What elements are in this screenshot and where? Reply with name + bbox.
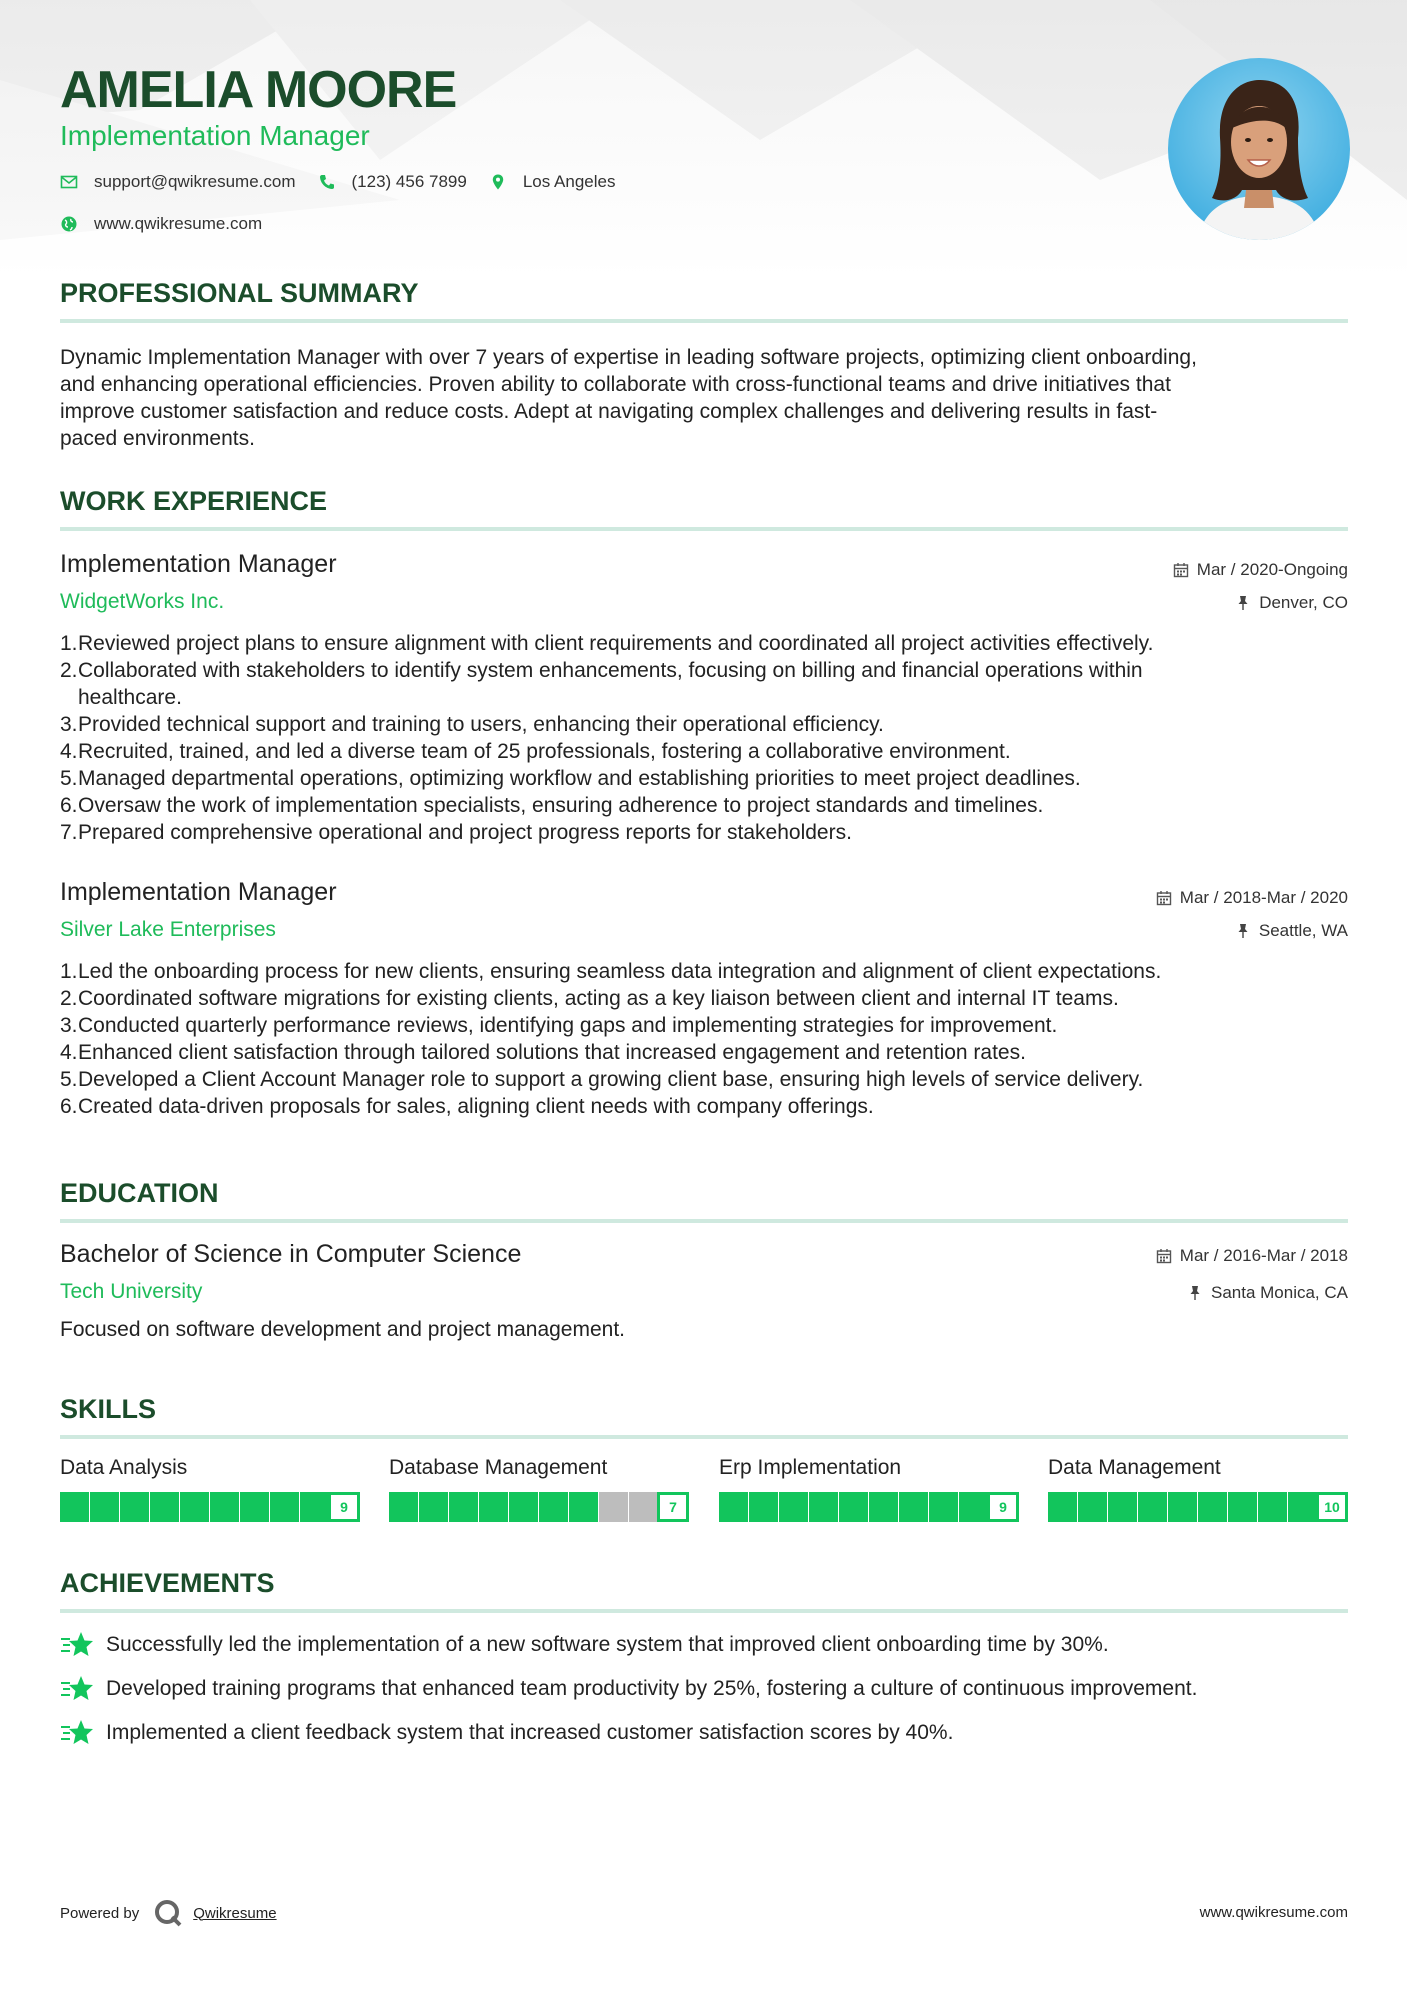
job-location: [1235, 593, 1348, 613]
list-number: 5.: [60, 1068, 78, 1091]
job-title: Implementation Manager: [60, 550, 337, 578]
list-text: Developed a Client Account Manager role to support a growing client base, ensuring high levels of service delivery.: [78, 1068, 1144, 1091]
education-note: Focused on software development and project management.: [60, 1318, 626, 1341]
skill-bar-segment: [629, 1492, 658, 1522]
list-number: 1.: [60, 632, 78, 655]
list-text: Created data-driven proposals for sales, aligning client needs with company offerings.: [78, 1095, 874, 1118]
summary-line: and enhancing operational efficiencies. Proven ability to collaborate with cross-functional teams and drive initiatives that: [60, 373, 1171, 396]
summary-text: [60, 344, 1348, 452]
skill-bar-segment: [479, 1492, 508, 1522]
skill-bar-segment: [899, 1492, 928, 1522]
school-name: Tech University: [60, 1280, 203, 1303]
calendar-icon: [1156, 890, 1172, 906]
list-item: [60, 765, 1348, 792]
experience-heading: WORK EXPERIENCE: [60, 486, 1348, 531]
job-dates: [1156, 888, 1348, 908]
list-text: Enhanced client satisfaction through tailored solutions that increased engagement and retention rates.: [78, 1041, 1026, 1064]
skill-score: 10: [1316, 1492, 1348, 1522]
skill-bar-segment: [270, 1492, 299, 1522]
achievement-text: Successfully led the implementation of a new software system that improved client onboarding time by 30%.: [106, 1633, 1109, 1656]
skill-bar-segment: [1108, 1492, 1137, 1522]
skill-bar-segment: [1258, 1492, 1287, 1522]
skill-name: Erp Implementation: [719, 1456, 902, 1479]
phone-icon: [318, 173, 336, 191]
list-number: 7.: [60, 821, 78, 844]
list-item: [60, 792, 1348, 819]
skill-bar-segment: [210, 1492, 239, 1522]
skill-bar-segment: [929, 1492, 958, 1522]
profile-photo: [1168, 58, 1350, 240]
job-location: [1235, 921, 1348, 941]
list-number: 2.: [60, 659, 78, 682]
summary-heading: PROFESSIONAL SUMMARY: [60, 278, 1348, 323]
skill-bar-segment: [300, 1492, 329, 1522]
skill-bar-segment: [1228, 1492, 1257, 1522]
skill-bar-segment: [1078, 1492, 1107, 1522]
candidate-name: AMELIA MOORE: [60, 61, 457, 119]
powered-by-label: Powered by: [60, 1904, 140, 1922]
list-item: [60, 958, 1348, 985]
star-badge-icon: [60, 1630, 94, 1660]
website-row: [60, 214, 284, 234]
company-name: Silver Lake Enterprises: [60, 918, 276, 941]
skill-item: [389, 1456, 689, 1515]
calendar-icon: [1173, 562, 1189, 578]
skill-bar-segment: [1198, 1492, 1227, 1522]
skill-bar-segment: [839, 1492, 868, 1522]
list-number: 3.: [60, 713, 78, 736]
achievement-text: Developed training programs that enhanced team productivity by 25%, fostering a culture of continuous improvement.: [106, 1677, 1198, 1700]
list-number: 1.: [60, 960, 78, 983]
skill-item: [719, 1456, 1019, 1515]
calendar-icon: [1156, 1248, 1172, 1264]
skill-bar-segment: [1138, 1492, 1167, 1522]
list-item: [60, 1093, 1348, 1120]
skill-item: [60, 1456, 360, 1515]
skill-bar-segment: [809, 1492, 838, 1522]
skill-score: 9: [987, 1492, 1019, 1522]
list-text: Oversaw the work of implementation specialists, ensuring adherence to project standards and timelines.: [78, 794, 1044, 817]
job-title: Implementation Manager: [60, 878, 337, 906]
phone-text: (123) 456 7899: [351, 172, 467, 191]
map-pin-icon: [489, 173, 507, 191]
pushpin-icon: [1187, 1285, 1203, 1301]
email-item[interactable]: [60, 172, 296, 192]
website-item[interactable]: [60, 214, 262, 234]
skill-bar-segment: [449, 1492, 478, 1522]
degree-title: Bachelor of Science in Computer Science: [60, 1240, 522, 1268]
skill-bar-segment: [749, 1492, 778, 1522]
skill-name: Data Analysis: [60, 1456, 188, 1479]
list-item: [60, 711, 1348, 738]
list-item: [60, 1039, 1348, 1066]
star-badge-icon: [60, 1674, 94, 1704]
skill-bar-segment: [569, 1492, 598, 1522]
education-location: [1187, 1283, 1348, 1303]
job-dates: [1173, 560, 1348, 580]
location-item: [489, 172, 616, 192]
avatar: [1168, 58, 1350, 240]
skill-bar-segment: [539, 1492, 568, 1522]
summary-line: Dynamic Implementation Manager with over 7 years of expertise in leading software projects, optimizing client onboarding,: [60, 346, 1197, 369]
skill-bar: [719, 1492, 1019, 1522]
skill-bar-segment: [1048, 1492, 1077, 1522]
achievements-heading: ACHIEVEMENTS: [60, 1568, 1348, 1613]
phone-item[interactable]: [318, 172, 467, 192]
education-dates: [1156, 1246, 1348, 1266]
skill-bar-segment: [599, 1492, 628, 1522]
website-text: www.qwikresume.com: [94, 214, 263, 233]
summary-line: improve customer satisfaction and reduce costs. Adept at navigating complex challenges and delivering results in fast-: [60, 400, 1158, 423]
powered-by: [60, 1898, 277, 1928]
brand-link[interactable]: Qwikresume: [193, 1904, 277, 1922]
skill-bar-segment: [509, 1492, 538, 1522]
globe-icon: [60, 215, 78, 233]
achievement-item: [60, 1630, 1348, 1660]
job-location-text: Denver, CO: [1259, 593, 1348, 612]
job-dates-text: Mar / 2020-Ongoing: [1196, 560, 1348, 579]
pushpin-icon: [1235, 595, 1251, 611]
list-text: Provided technical support and training to users, enhancing their operational efficiency.: [78, 713, 884, 736]
email-text: support@qwikresume.com: [94, 172, 296, 191]
list-number: 2.: [60, 987, 78, 1010]
list-number: 6.: [60, 794, 78, 817]
job-responsibilities: [60, 630, 1348, 846]
job-responsibilities: [60, 958, 1348, 1120]
list-text: Managed departmental operations, optimizing workflow and establishing priorities to meet project deadlines.: [78, 767, 1081, 790]
list-text: Led the onboarding process for new clients, ensuring seamless data integration and alignment of client expectations.: [78, 960, 1162, 983]
footer-website[interactable]: www.qwikresume.com: [1199, 1904, 1348, 1921]
list-number: [60, 684, 78, 711]
skill-bar-segment: [719, 1492, 748, 1522]
skill-bar-segment: [120, 1492, 149, 1522]
achievement-text: Implemented a client feedback system that increased customer satisfaction scores by 40%.: [106, 1721, 954, 1744]
list-text: Recruited, trained, and led a diverse team of 25 professionals, fostering a collaborative environment.: [78, 740, 1011, 763]
list-text: Coordinated software migrations for existing clients, acting as a key liaison between client and internal IT teams.: [78, 987, 1119, 1010]
skill-bar: [60, 1492, 360, 1522]
list-text: Prepared comprehensive operational and project progress reports for stakeholders.: [78, 821, 852, 844]
list-number: 6.: [60, 1095, 78, 1118]
skill-bar: [389, 1492, 689, 1522]
skill-score: 7: [657, 1492, 689, 1522]
contact-row: [60, 172, 637, 192]
skill-bar-segment: [60, 1492, 89, 1522]
star-badge-icon: [60, 1718, 94, 1748]
list-item: [60, 657, 1348, 684]
education-dates-text: Mar / 2016-Mar / 2018: [1179, 1246, 1348, 1265]
skill-bar-segment: [779, 1492, 808, 1522]
list-text: Collaborated with stakeholders to identify system enhancements, focusing on billing and financial operations within: [78, 659, 1143, 682]
candidate-title: Implementation Manager: [60, 120, 370, 151]
list-number: 3.: [60, 1014, 78, 1037]
list-item: [60, 985, 1348, 1012]
skill-bar-segment: [869, 1492, 898, 1522]
company-name: WidgetWorks Inc.: [60, 590, 225, 613]
skill-bar-segment: [419, 1492, 448, 1522]
list-text: Conducted quarterly performance reviews, identifying gaps and implementing strategies for improvement.: [78, 1014, 1058, 1037]
list-item: [60, 684, 1348, 711]
summary-line: paced environments.: [60, 427, 255, 450]
skill-bar-segment: [180, 1492, 209, 1522]
list-text: healthcare.: [78, 686, 182, 709]
skill-bar-segment: [1168, 1492, 1197, 1522]
skill-bar-segment: [150, 1492, 179, 1522]
skill-name: Data Management: [1048, 1456, 1221, 1479]
list-item: [60, 630, 1348, 657]
achievement-item: [60, 1718, 1348, 1748]
skill-bar-segment: [389, 1492, 418, 1522]
list-item: [60, 738, 1348, 765]
skill-bar-segment: [90, 1492, 119, 1522]
location-text: Los Angeles: [522, 172, 616, 191]
list-number: 4.: [60, 1041, 78, 1064]
skill-bar: [1048, 1492, 1348, 1522]
skills-heading: SKILLS: [60, 1394, 1348, 1439]
education-heading: EDUCATION: [60, 1178, 1348, 1223]
skill-item: [1048, 1456, 1348, 1515]
list-number: 5.: [60, 767, 78, 790]
skill-bar-segment: [240, 1492, 269, 1522]
skill-name: Database Management: [389, 1456, 608, 1479]
list-item: [60, 1066, 1348, 1093]
envelope-icon: [60, 173, 78, 191]
list-text: Reviewed project plans to ensure alignment with client requirements and coordinated all project activities effectively.: [78, 632, 1154, 655]
list-item: [60, 819, 1348, 846]
skill-score: 9: [328, 1492, 360, 1522]
skill-bar-segment: [959, 1492, 988, 1522]
job-dates-text: Mar / 2018-Mar / 2020: [1179, 888, 1348, 907]
skill-bar-segment: [1288, 1492, 1317, 1522]
job-location-text: Seattle, WA: [1258, 921, 1348, 940]
pushpin-icon: [1235, 923, 1251, 939]
list-number: 4.: [60, 740, 78, 763]
education-location-text: Santa Monica, CA: [1210, 1283, 1348, 1302]
achievement-item: [60, 1674, 1348, 1704]
qwikresume-logo-icon: [153, 1898, 183, 1928]
list-item: [60, 1012, 1348, 1039]
